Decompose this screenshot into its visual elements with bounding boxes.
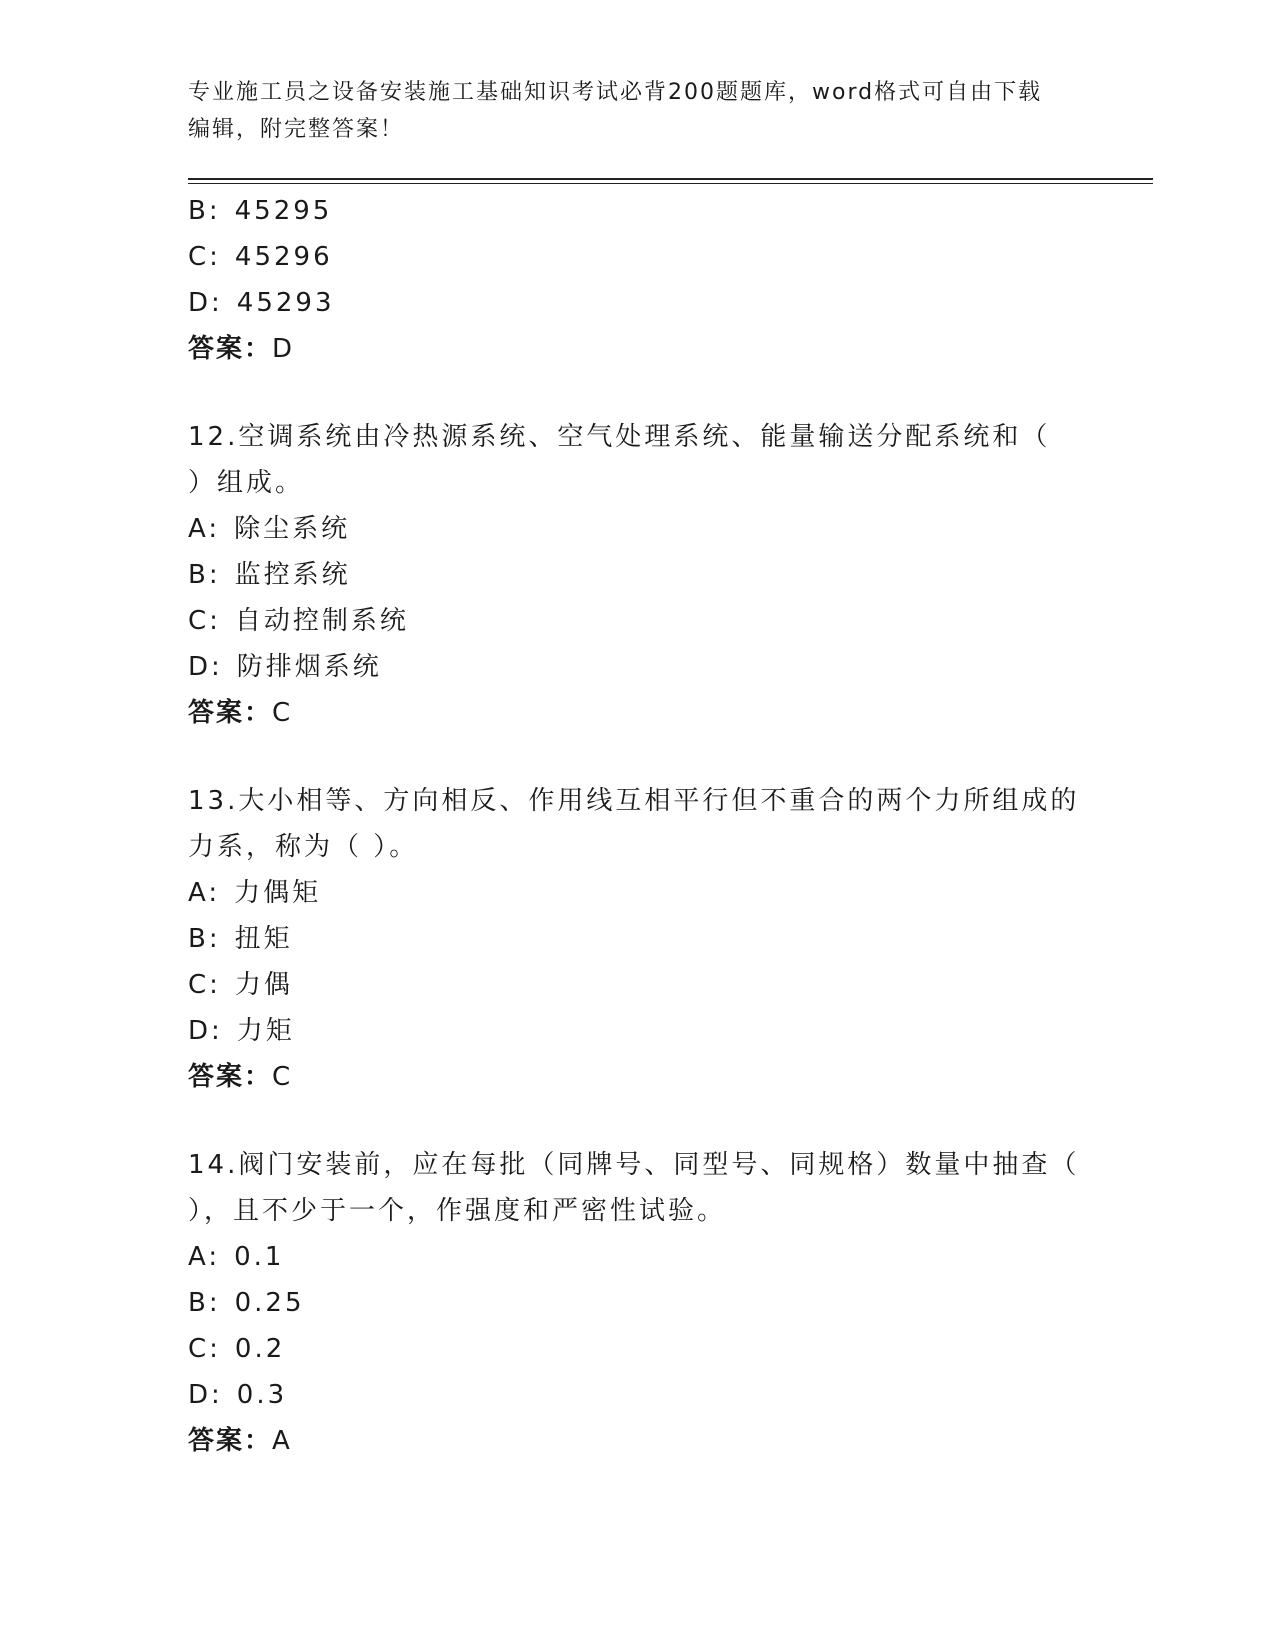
option-key: C: — [188, 242, 221, 272]
answer-line — [188, 690, 1108, 736]
header-divider-thick — [188, 178, 1153, 180]
option-text: 45296 — [234, 242, 333, 272]
option-text: 0.25 — [234, 1288, 305, 1318]
option-c — [188, 1326, 1108, 1372]
header-title-line-2: 编辑，附完整答案！ — [188, 117, 405, 142]
question-block-14 — [188, 1142, 1108, 1464]
option-key: C: — [188, 606, 221, 636]
option-text: 力偶 — [234, 970, 293, 1000]
option-d — [188, 644, 1108, 690]
option-c — [188, 234, 1108, 280]
option-c — [188, 962, 1108, 1008]
option-text: 45295 — [234, 196, 333, 226]
question-stem-line-1: 14.阀门安装前，应在每批（同牌号、同型号、同规格）数量中抽查（ — [188, 1150, 1080, 1180]
document-header — [188, 74, 1088, 148]
option-key: A: — [188, 878, 221, 908]
option-text: 力偶矩 — [234, 878, 322, 908]
option-text: 监控系统 — [234, 560, 351, 590]
option-text: 0.3 — [236, 1380, 288, 1410]
option-key: A: — [188, 514, 221, 544]
answer-label: 答案： — [188, 334, 273, 364]
option-text: 0.1 — [234, 1242, 285, 1272]
option-text: 自动控制系统 — [234, 606, 409, 636]
answer-line — [188, 1054, 1108, 1100]
option-key: B: — [188, 196, 221, 226]
question-block-12 — [188, 414, 1108, 736]
option-d — [188, 1008, 1108, 1054]
question-block-continued — [188, 188, 1108, 372]
option-a — [188, 506, 1108, 552]
answer-value: C — [272, 698, 293, 728]
question-stem-line-2: ），且不少于一个，作强度和严密性试验。 — [188, 1196, 727, 1226]
header-divider-thin — [188, 183, 1153, 184]
answer-line — [188, 1418, 1108, 1464]
spacer — [188, 1100, 1108, 1142]
answer-label: 答案： — [188, 1426, 273, 1456]
question-list — [188, 188, 1108, 1464]
option-b — [188, 916, 1108, 962]
option-key: B: — [188, 560, 221, 590]
option-key: B: — [188, 1288, 221, 1318]
option-key: C: — [188, 970, 221, 1000]
answer-value: D — [272, 334, 295, 364]
option-c — [188, 598, 1108, 644]
option-key: D: — [188, 288, 223, 318]
spacer — [188, 736, 1108, 778]
option-d — [188, 280, 1108, 326]
option-a — [188, 1234, 1108, 1280]
answer-value: A — [272, 1426, 292, 1456]
answer-label: 答案： — [188, 698, 273, 728]
question-stem-line-1: 12.空调系统由冷热源系统、空气处理系统、能量输送分配系统和（ — [188, 422, 1051, 452]
question-block-13 — [188, 778, 1108, 1100]
option-key: D: — [188, 1016, 223, 1046]
option-d — [188, 1372, 1108, 1418]
spacer — [188, 372, 1108, 414]
option-text: 力矩 — [236, 1016, 295, 1046]
header-title-line-1: 专业施工员之设备安装施工基础知识考试必背200题题库，word格式可自由下载 — [188, 80, 1043, 105]
question-stem-line-1: 13.大小相等、方向相反、作用线互相平行但不重合的两个力所组成的 — [188, 786, 1080, 816]
answer-label: 答案： — [188, 1062, 273, 1092]
option-b — [188, 1280, 1108, 1326]
option-key: D: — [188, 1380, 223, 1410]
option-b — [188, 552, 1108, 598]
option-text: 扭矩 — [234, 924, 293, 954]
option-key: D: — [188, 652, 223, 682]
option-b — [188, 188, 1108, 234]
option-text: 防排烟系统 — [236, 652, 382, 682]
option-text: 除尘系统 — [234, 514, 351, 544]
answer-line — [188, 326, 1108, 372]
option-text: 45293 — [236, 288, 335, 318]
question-stem-line-2: ）组成。 — [188, 468, 305, 498]
option-key: A: — [188, 1242, 221, 1272]
answer-value: C — [272, 1062, 293, 1092]
option-a — [188, 870, 1108, 916]
question-stem-line-2: 力系，称为（ ）。 — [188, 832, 419, 862]
option-text: 0.2 — [234, 1334, 286, 1364]
option-key: C: — [188, 1334, 221, 1364]
option-key: B: — [188, 924, 221, 954]
